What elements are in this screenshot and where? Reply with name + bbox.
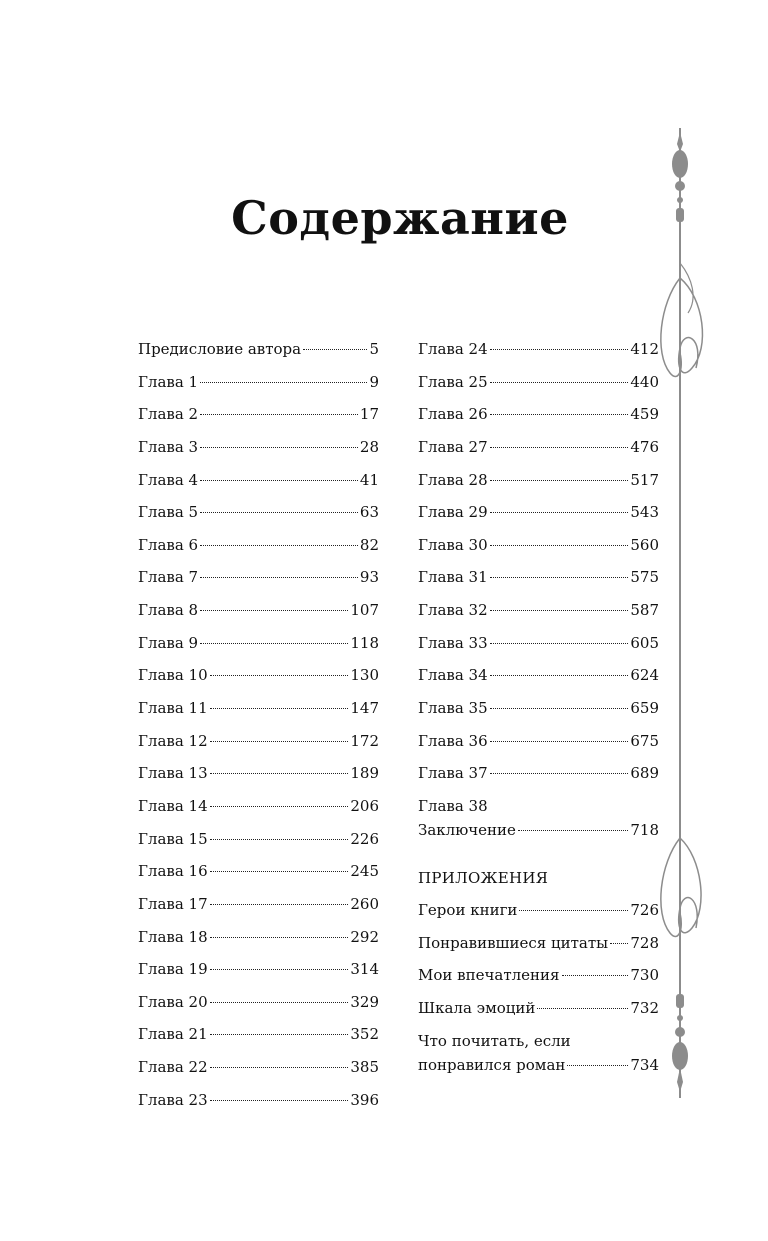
leader-dots bbox=[210, 871, 349, 872]
toc-entry-page: 560 bbox=[630, 535, 659, 554]
leader-dots bbox=[210, 904, 349, 905]
toc-entry[interactable] bbox=[418, 898, 659, 931]
leader-dots bbox=[490, 577, 629, 578]
toc-entry-label: Глава 20 bbox=[138, 992, 208, 1011]
toc-entry-page: 385 bbox=[350, 1058, 379, 1077]
toc-entry[interactable] bbox=[418, 931, 659, 964]
toc-entry-label: Глава 5 bbox=[138, 503, 199, 522]
toc-entry-label: Глава 10 bbox=[138, 666, 208, 685]
toc-entry[interactable] bbox=[138, 631, 379, 664]
toc-entry-label: Глава 29 bbox=[418, 503, 488, 522]
toc-entry-page: 575 bbox=[630, 568, 659, 587]
toc-entry[interactable] bbox=[418, 996, 659, 1029]
toc-entry-label: Глава 7 bbox=[138, 568, 199, 587]
toc-entry-page: 118 bbox=[350, 633, 379, 652]
toc-right-column bbox=[418, 337, 659, 1089]
toc-entry-label: Глава 19 bbox=[138, 960, 208, 979]
leader-dots bbox=[567, 1065, 628, 1066]
toc-entry-label: Глава 16 bbox=[138, 862, 208, 881]
leader-dots bbox=[610, 943, 628, 944]
leader-dots bbox=[200, 643, 348, 644]
toc-entry-page: 689 bbox=[630, 764, 659, 783]
toc-entry-label: Глава 34 bbox=[418, 666, 488, 685]
toc-entry-page: 587 bbox=[630, 601, 659, 620]
appendix-heading: ПРИЛОЖЕНИЯ bbox=[418, 868, 549, 887]
toc-appendix-list bbox=[418, 898, 659, 1029]
toc-entry-label: Глава 25 bbox=[418, 372, 488, 391]
toc-entry-label: Мои впечатления bbox=[418, 966, 560, 985]
toc-entry[interactable] bbox=[418, 631, 659, 664]
toc-entry-label: Глава 11 bbox=[138, 699, 208, 718]
toc-entry[interactable] bbox=[138, 859, 379, 892]
toc-entry-label: Глава 24 bbox=[418, 340, 488, 358]
toc-entry-page: 412 bbox=[630, 340, 659, 358]
toc-entry-label: Предисловие автора bbox=[138, 340, 302, 358]
toc-entry-page: 732 bbox=[630, 998, 659, 1017]
toc-entry[interactable] bbox=[138, 663, 379, 696]
toc-entry[interactable] bbox=[418, 963, 659, 996]
toc-entry[interactable] bbox=[138, 696, 379, 729]
toc-entry-page: 605 bbox=[630, 633, 659, 652]
toc-entry[interactable] bbox=[138, 761, 379, 794]
toc-entry-page: 147 bbox=[350, 699, 379, 718]
toc-entry[interactable] bbox=[138, 598, 379, 631]
toc-entry[interactable] bbox=[138, 500, 379, 533]
toc-entry-label: Глава 33 bbox=[418, 633, 488, 652]
toc-entry-label: Шкала эмоций bbox=[418, 998, 536, 1017]
leader-dots bbox=[210, 773, 349, 774]
toc-entry-page: 226 bbox=[350, 829, 379, 848]
toc-entry-label: Глава 9 bbox=[138, 633, 199, 652]
toc-entry-page: 440 bbox=[630, 372, 659, 391]
toc-entry-page: 93 bbox=[359, 568, 379, 587]
leader-dots bbox=[210, 1067, 349, 1068]
leader-dots bbox=[303, 349, 367, 350]
toc-entry-page: 28 bbox=[359, 437, 379, 456]
toc-entry-label: Глава 38 bbox=[418, 796, 488, 815]
toc-entry-page: 5 bbox=[369, 340, 379, 358]
toc-entry-label: Глава 6 bbox=[138, 535, 199, 554]
toc-entry[interactable] bbox=[138, 565, 379, 598]
toc-entry-page: 517 bbox=[630, 470, 659, 489]
leader-dots bbox=[200, 382, 367, 383]
toc-entry-label: Глава 22 bbox=[138, 1058, 208, 1077]
leader-dots bbox=[490, 480, 629, 481]
leader-dots bbox=[490, 512, 629, 513]
toc-entry-page: 459 bbox=[630, 405, 659, 424]
page-title: Содержание bbox=[231, 191, 569, 245]
toc-entry[interactable] bbox=[138, 957, 379, 990]
toc-entry-label: Глава 13 bbox=[138, 764, 208, 783]
toc-entry-page: 245 bbox=[350, 862, 379, 881]
leader-dots bbox=[210, 937, 349, 938]
leader-dots bbox=[490, 610, 629, 611]
toc-entry[interactable] bbox=[138, 827, 379, 860]
leader-dots bbox=[200, 414, 358, 415]
toc-entry[interactable] bbox=[418, 598, 659, 631]
toc-entry-page: 675 bbox=[630, 731, 659, 750]
toc-entry-page: 718 bbox=[630, 820, 659, 839]
toc-entry[interactable] bbox=[138, 533, 379, 566]
toc-entry-label: Глава 1 bbox=[138, 372, 199, 391]
toc-entry[interactable] bbox=[138, 729, 379, 762]
toc-entry-page: 292 bbox=[350, 927, 379, 946]
toc-entry[interactable] bbox=[138, 402, 379, 435]
toc-entry[interactable] bbox=[418, 435, 659, 468]
toc-entry-label: Глава 26 bbox=[418, 405, 488, 424]
toc-entry-label: Глава 12 bbox=[138, 731, 208, 750]
leader-dots bbox=[200, 447, 358, 448]
toc-entry-page: 396 bbox=[350, 1090, 379, 1109]
toc-entry-label: Глава 2 bbox=[138, 405, 199, 424]
toc-entry[interactable] bbox=[138, 435, 379, 468]
toc-entry-page: 624 bbox=[630, 666, 659, 685]
leader-dots bbox=[490, 545, 629, 546]
toc-entry-label: Глава 21 bbox=[138, 1025, 208, 1044]
toc-entry-label: Что почитать, если bbox=[418, 1031, 571, 1050]
leader-dots bbox=[518, 830, 628, 831]
leader-dots bbox=[200, 610, 348, 611]
leader-dots bbox=[210, 1034, 349, 1035]
leader-dots bbox=[562, 975, 629, 976]
toc-entry-label: понравился роман bbox=[418, 1055, 566, 1074]
decorative-border-ornament-icon bbox=[652, 128, 708, 1098]
leader-dots bbox=[210, 1002, 349, 1003]
toc-entry-label: Глава 15 bbox=[138, 829, 208, 848]
toc-entry-label: Глава 37 bbox=[418, 764, 488, 783]
toc-entry-page: 314 bbox=[350, 960, 379, 979]
leader-dots bbox=[490, 349, 629, 350]
toc-entry-page: 329 bbox=[350, 992, 379, 1011]
toc-entry-page: 543 bbox=[630, 503, 659, 522]
toc-entry-page: 734 bbox=[630, 1055, 659, 1074]
toc-entry-page: 63 bbox=[359, 503, 379, 522]
toc-entry-label: Заключение bbox=[418, 820, 516, 839]
toc-entry[interactable] bbox=[418, 663, 659, 696]
toc-entry-label: Глава 32 bbox=[418, 601, 488, 620]
toc-entry[interactable] bbox=[418, 500, 659, 533]
toc-entry-page: 189 bbox=[350, 764, 379, 783]
toc-entry[interactable] bbox=[138, 468, 379, 501]
toc-entry-label: Глава 4 bbox=[138, 470, 199, 489]
leader-dots bbox=[490, 741, 629, 742]
leader-dots bbox=[210, 741, 349, 742]
toc-entry[interactable] bbox=[138, 892, 379, 925]
toc-entry-label: Глава 23 bbox=[138, 1090, 208, 1109]
toc-entry-chapter-38[interactable] bbox=[418, 794, 659, 842]
leader-dots bbox=[210, 708, 349, 709]
leader-dots bbox=[210, 969, 349, 970]
leader-dots bbox=[490, 773, 629, 774]
toc-entry[interactable] bbox=[138, 794, 379, 827]
toc-entry[interactable] bbox=[138, 370, 379, 403]
toc-entry-label: Глава 27 bbox=[418, 437, 488, 456]
toc-entry-page: 476 bbox=[630, 437, 659, 456]
toc-entry-label: Глава 8 bbox=[138, 601, 199, 620]
leader-dots bbox=[537, 1008, 628, 1009]
toc-entry-page: 260 bbox=[350, 894, 379, 913]
toc-entry[interactable] bbox=[418, 696, 659, 729]
leader-dots bbox=[490, 414, 629, 415]
toc-entry[interactable] bbox=[418, 468, 659, 501]
toc-entry-page: 17 bbox=[359, 405, 379, 424]
toc-entry-label: Глава 31 bbox=[418, 568, 488, 587]
toc-entry[interactable] bbox=[138, 337, 379, 370]
toc-entry-page: 41 bbox=[359, 470, 379, 489]
toc-entry[interactable] bbox=[418, 565, 659, 598]
toc-entry-page: 659 bbox=[630, 699, 659, 718]
toc-entry-label: Глава 30 bbox=[418, 535, 488, 554]
leader-dots bbox=[210, 1100, 349, 1101]
toc-entry[interactable] bbox=[418, 729, 659, 762]
toc-entry-label: Глава 28 bbox=[418, 470, 488, 489]
toc-entry-label: Глава 3 bbox=[138, 437, 199, 456]
toc-entry-label: Глава 17 bbox=[138, 894, 208, 913]
toc-entry[interactable] bbox=[418, 402, 659, 435]
leader-dots bbox=[210, 675, 349, 676]
leader-dots bbox=[200, 545, 358, 546]
toc-entry-page: 172 bbox=[350, 731, 379, 750]
leader-dots bbox=[490, 447, 629, 448]
toc-entry-label: Глава 35 bbox=[418, 699, 488, 718]
leader-dots bbox=[519, 910, 628, 911]
toc-entry-page: 130 bbox=[350, 666, 379, 685]
toc-entry[interactable] bbox=[418, 761, 659, 794]
leader-dots bbox=[200, 577, 358, 578]
toc-entry[interactable] bbox=[418, 533, 659, 566]
toc-entry-page: 107 bbox=[350, 601, 379, 620]
toc-left-column bbox=[138, 337, 379, 1120]
toc-entry-label: Понравившиеся цитаты bbox=[418, 933, 609, 952]
toc-entry-further-reading[interactable] bbox=[418, 1029, 659, 1077]
toc-entry-page: 206 bbox=[350, 796, 379, 815]
toc-entry[interactable] bbox=[418, 337, 659, 370]
leader-dots bbox=[200, 480, 358, 481]
toc-entry-page: 352 bbox=[350, 1025, 379, 1044]
toc-entry-label: Глава 36 bbox=[418, 731, 488, 750]
toc-entry[interactable] bbox=[138, 1055, 379, 1088]
leader-dots bbox=[210, 806, 349, 807]
toc-entry-label: Глава 18 bbox=[138, 927, 208, 946]
leader-dots bbox=[490, 643, 629, 644]
toc-entry[interactable] bbox=[138, 1088, 379, 1121]
leader-dots bbox=[490, 708, 629, 709]
leader-dots bbox=[490, 382, 629, 383]
toc-right-chapters bbox=[418, 337, 659, 794]
toc-entry[interactable] bbox=[138, 1022, 379, 1055]
toc-entry[interactable] bbox=[138, 990, 379, 1023]
toc-entry-page: 730 bbox=[630, 966, 659, 985]
toc-entry-label: Глава 14 bbox=[138, 796, 208, 815]
toc-entry-page: 728 bbox=[630, 933, 659, 952]
toc-entry-page: 82 bbox=[359, 535, 379, 554]
toc-entry[interactable] bbox=[138, 925, 379, 958]
leader-dots bbox=[200, 512, 358, 513]
toc-entry-page: 9 bbox=[369, 372, 379, 391]
toc-entry-label: Герои книги bbox=[418, 900, 518, 919]
toc-entry-page: 726 bbox=[630, 900, 659, 919]
leader-dots bbox=[210, 839, 349, 840]
toc-entry[interactable] bbox=[418, 370, 659, 403]
leader-dots bbox=[490, 675, 629, 676]
